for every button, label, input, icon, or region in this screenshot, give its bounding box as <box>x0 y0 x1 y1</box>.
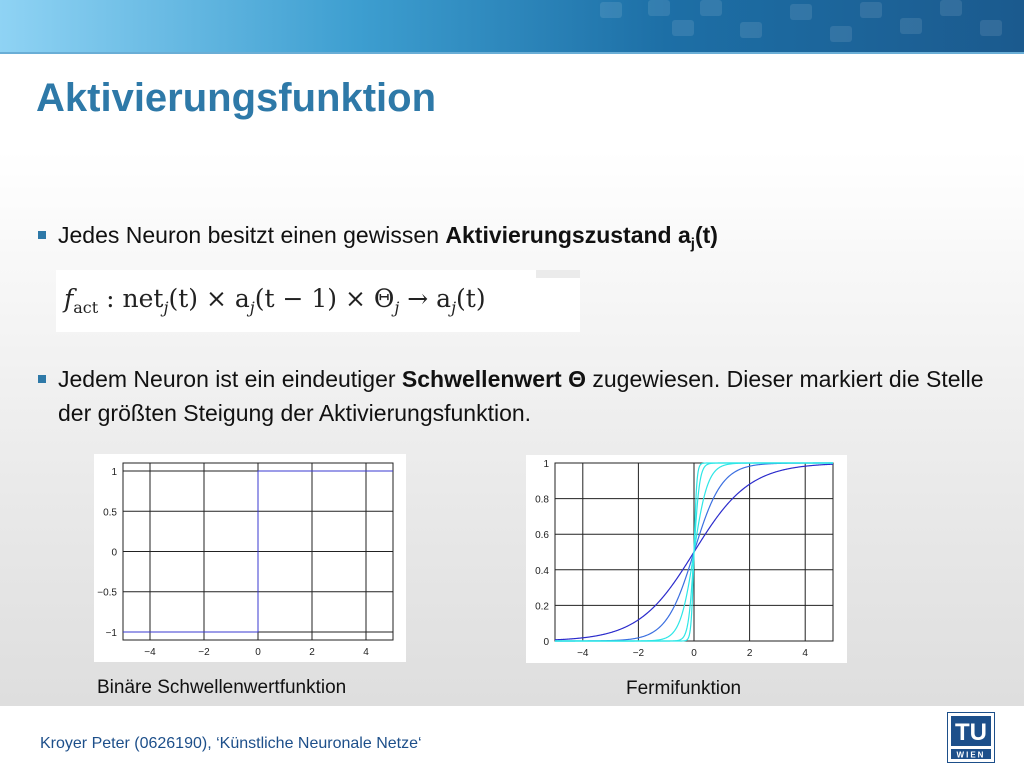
y-tick-label: 1 <box>111 467 117 479</box>
y-tick-label: 0.8 <box>535 494 549 506</box>
y-tick-label: 0.4 <box>535 565 549 577</box>
x-tick-label: 4 <box>802 648 808 659</box>
caption-step: Binäre Schwellenwertfunktion <box>97 677 347 698</box>
activation-formula: $f_{act}$ : $net_j(t) \times a_j(t - 1) \times \Theta_j \to a_j(t)$ <box>56 270 580 332</box>
y-tick-label: −0.5 <box>97 587 117 599</box>
svg-text:TU: TU <box>955 719 987 746</box>
bullet-threshold: Jedem Neuron ist ein eindeutiger Schwellenwert Θ zugewiesen. Dieser markiert die Stelle der größten Steigung der Aktivierungsfunktion. <box>38 362 988 430</box>
step-function-plot <box>94 454 406 662</box>
y-tick-label: 0 <box>111 547 117 559</box>
footer-text: Kroyer Peter (0626190), ‘Künstliche Neuronale Netze‘ <box>40 735 422 752</box>
bullet-marker <box>38 375 46 383</box>
bullet-marker <box>38 231 46 239</box>
top-banner <box>0 0 1024 54</box>
x-tick-label: 0 <box>255 647 261 658</box>
x-tick-label: 2 <box>309 647 315 658</box>
footer <box>0 706 1024 768</box>
tu-wien-logo <box>947 712 995 763</box>
caption-fermi: Fermifunktion <box>626 678 742 699</box>
x-tick-label: 4 <box>363 647 369 658</box>
fermi-function-chart <box>526 455 847 663</box>
y-tick-label: −1 <box>105 627 117 639</box>
x-tick-label: −4 <box>144 647 156 658</box>
svg-text:WIEN: WIEN <box>956 750 986 760</box>
y-tick-label: 0.5 <box>103 507 117 519</box>
bullet-activation-state: Jedes Neuron besitzt einen gewissen Aktivierungszustand $a_j(t)$ <box>38 218 718 262</box>
x-tick-label: −4 <box>577 648 589 659</box>
x-tick-label: 2 <box>746 648 753 659</box>
fermi-function-plot <box>526 455 847 663</box>
x-tick-label: 0 <box>691 648 697 659</box>
step-function-chart <box>94 454 406 662</box>
y-tick-label: 0 <box>543 637 549 648</box>
y-tick-label: 0.2 <box>535 601 549 613</box>
y-tick-label: 0.6 <box>535 530 549 542</box>
slide-title: Aktivierungsfunktion <box>36 76 437 120</box>
y-tick-label: 1 <box>543 459 549 470</box>
x-tick-label: −2 <box>198 647 210 658</box>
x-tick-label: −2 <box>632 648 645 659</box>
